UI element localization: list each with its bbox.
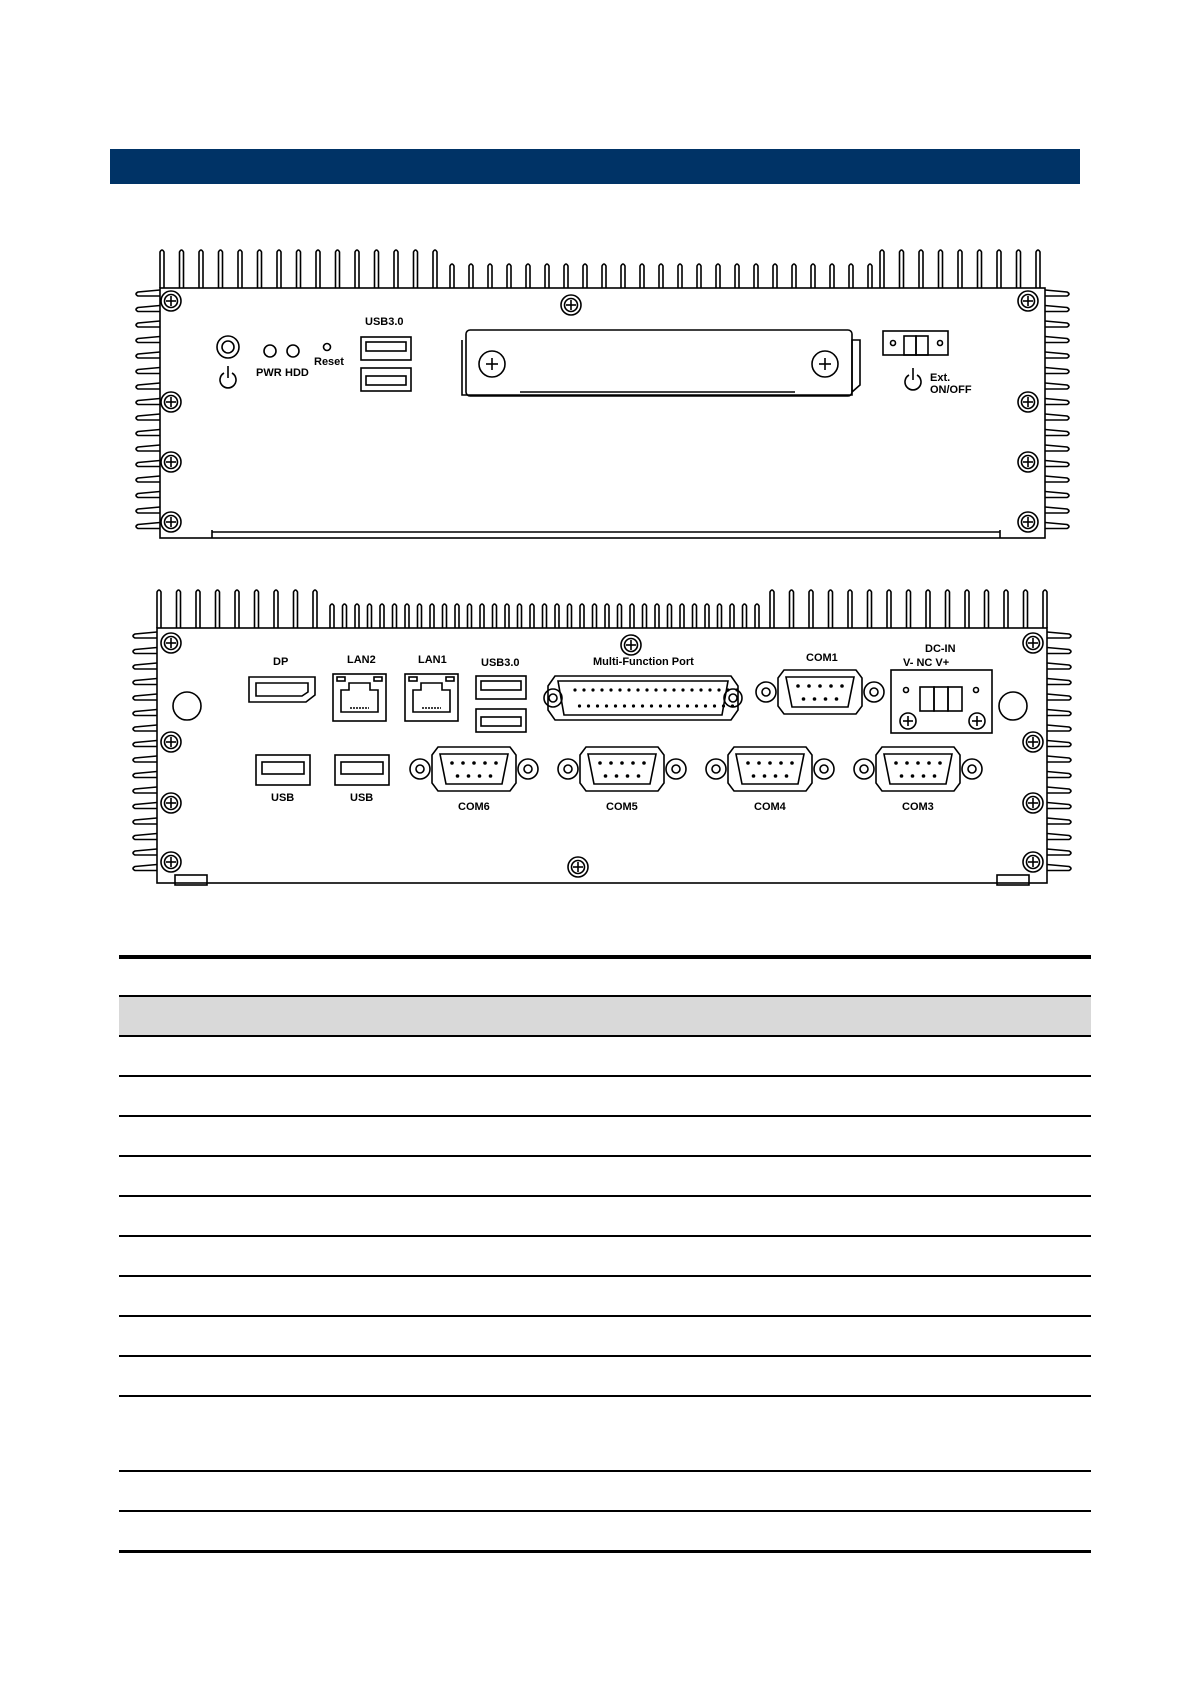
com1-port-icon — [756, 670, 884, 714]
ext-power-symbol-icon — [905, 368, 921, 390]
heatsink-fin — [1047, 725, 1071, 731]
power-symbol-icon — [220, 366, 236, 388]
front-usb30-port-bottom-icon — [361, 368, 411, 391]
heatsink-fin — [1045, 492, 1069, 498]
heatsink-fin — [743, 604, 747, 628]
heatsink-fin — [655, 604, 659, 628]
heatsink-fin — [580, 604, 584, 628]
heatsink-fin — [507, 264, 511, 288]
dcin-pins-label: V- NC V+ — [903, 657, 950, 669]
heatsink-fin — [355, 250, 359, 288]
dcin-label: DC-IN — [925, 643, 956, 655]
heatsink-fin — [133, 632, 157, 638]
heatsink-fin — [157, 590, 161, 628]
heatsink-fin — [1047, 849, 1071, 855]
heatsink-fin — [1045, 445, 1069, 451]
table-rule — [119, 1275, 1091, 1277]
heatsink-fin — [136, 352, 160, 358]
screw-icon — [561, 295, 581, 315]
heatsink-fin — [238, 250, 242, 288]
power-button-icon — [217, 336, 239, 358]
heatsink-fin — [1045, 461, 1069, 467]
com6-label: COM6 — [458, 801, 490, 813]
heatsink-fin — [443, 604, 447, 628]
heatsink-fin — [480, 604, 484, 628]
screw-icon — [1018, 452, 1038, 472]
heatsink-fin — [136, 321, 160, 327]
heatsink-fin — [809, 590, 813, 628]
heatsink-fin — [1047, 756, 1071, 762]
table-rule — [119, 1235, 1091, 1237]
com6-port-icon — [410, 747, 538, 791]
heatsink-fin — [678, 264, 682, 288]
heatsink-fin — [680, 604, 684, 628]
heatsink-fin — [394, 250, 398, 288]
heatsink-fin — [919, 250, 923, 288]
heatsink-fin — [468, 604, 472, 628]
com1-label: COM1 — [806, 652, 838, 664]
table-rule — [119, 1550, 1091, 1553]
heatsink-fin — [754, 264, 758, 288]
heatsink-fin — [418, 604, 422, 628]
heatsink-fin — [643, 604, 647, 628]
heatsink-fin — [1045, 476, 1069, 482]
screw-icon — [161, 392, 181, 412]
heatsink-fin — [1047, 787, 1071, 793]
heatsink-fin — [136, 445, 160, 451]
heatsink-fin — [1045, 306, 1069, 312]
rear-mount-hole-left-icon — [173, 692, 201, 720]
heatsink-fin — [493, 604, 497, 628]
heatsink-fin — [1047, 632, 1071, 638]
heatsink-fin — [907, 590, 911, 628]
heatsink-fin — [405, 604, 409, 628]
displayport-icon — [249, 677, 315, 702]
heatsink-fin — [755, 604, 759, 628]
heatsink-fin — [380, 604, 384, 628]
heatsink-fin — [294, 590, 298, 628]
pwr-label: PWR — [256, 367, 282, 379]
heatsink-fin — [133, 756, 157, 762]
com5-label: COM5 — [606, 801, 638, 813]
heatsink-fin — [133, 694, 157, 700]
heatsink-fin — [1024, 590, 1028, 628]
heatsink-fin — [668, 604, 672, 628]
com5-port-icon — [558, 747, 686, 791]
screw-icon — [161, 512, 181, 532]
heatsink-fin — [792, 264, 796, 288]
heatsink-fin — [880, 250, 884, 288]
heatsink-fin — [1045, 321, 1069, 327]
heatsink-fin — [965, 590, 969, 628]
table-rule — [119, 1395, 1091, 1397]
heatsink-fin — [1047, 694, 1071, 700]
heatsink-fin — [133, 725, 157, 731]
pwr-led-icon — [264, 345, 276, 357]
heatsink-fin — [526, 264, 530, 288]
heatsink-fin — [1047, 648, 1071, 654]
heatsink-fin — [136, 461, 160, 467]
heatsink-fin — [196, 590, 200, 628]
heatsink-fin — [1047, 865, 1071, 871]
heatsink-fin — [180, 250, 184, 288]
heatsink-fin — [343, 604, 347, 628]
heatsink-fin — [1045, 523, 1069, 529]
com3-label: COM3 — [902, 801, 934, 813]
heatsink-fin — [1047, 741, 1071, 747]
heatsink-fin — [255, 590, 259, 628]
heatsink-fin — [1045, 430, 1069, 436]
heatsink-fin — [978, 250, 982, 288]
heatsink-fin — [133, 710, 157, 716]
com3-port-icon — [854, 747, 982, 791]
heatsink-fin — [133, 772, 157, 778]
screw-icon — [1018, 512, 1038, 532]
table-rule — [119, 1155, 1091, 1157]
heatsink-fin — [618, 604, 622, 628]
heatsink-fin — [1047, 834, 1071, 840]
heatsink-fin — [718, 604, 722, 628]
heatsink-fin — [136, 476, 160, 482]
dp-label: DP — [273, 656, 289, 668]
heatsink-fin — [136, 290, 160, 296]
heatsink-fin — [1047, 803, 1071, 809]
heatsink-fin — [136, 337, 160, 343]
heatsink-fin — [1045, 290, 1069, 296]
screw-icon — [1018, 291, 1038, 311]
front-top-fins — [160, 250, 1040, 288]
heatsink-fin — [133, 834, 157, 840]
section-header-bar — [110, 149, 1080, 184]
rear-usb30-label: USB3.0 — [481, 657, 520, 669]
heatsink-fin — [393, 604, 397, 628]
usb-label-b: USB — [350, 792, 374, 804]
heatsink-fin — [1047, 710, 1071, 716]
heatsink-fin — [136, 383, 160, 389]
heatsink-fin — [811, 264, 815, 288]
table-rule — [119, 1075, 1091, 1077]
screw-icon — [161, 852, 181, 872]
heatsink-fin — [277, 250, 281, 288]
front-usb30-port-top-icon — [361, 337, 411, 360]
rear-panel-drawing — [0, 580, 1192, 890]
heatsink-fin — [1047, 818, 1071, 824]
heatsink-fin — [997, 250, 1001, 288]
hdd-led-icon — [287, 345, 299, 357]
front-panel-drawing — [0, 240, 1192, 560]
heatsink-fin — [1045, 507, 1069, 513]
heatsink-fin — [136, 523, 160, 529]
rear-usb30-port-bottom-icon — [476, 709, 526, 732]
heatsink-fin — [564, 264, 568, 288]
heatsink-fin — [946, 590, 950, 628]
reset-label: Reset — [314, 356, 344, 368]
bay-screw-left-icon — [479, 351, 505, 377]
heatsink-fin — [258, 250, 262, 288]
heatsink-fin — [450, 264, 454, 288]
heatsink-fin — [1047, 663, 1071, 669]
heatsink-fin — [568, 604, 572, 628]
screw-icon — [568, 857, 588, 877]
heatsink-fin — [297, 250, 301, 288]
heatsink-fin — [621, 264, 625, 288]
heatsink-fin — [488, 264, 492, 288]
heatsink-fin — [355, 604, 359, 628]
heatsink-fin — [136, 399, 160, 405]
heatsink-fin — [1047, 772, 1071, 778]
screw-icon — [1023, 852, 1043, 872]
front-side-fins — [136, 290, 1069, 529]
com4-label: COM4 — [754, 801, 786, 813]
heatsink-fin — [136, 430, 160, 436]
heatsink-fin — [414, 250, 418, 288]
multi-function-port-label: Multi-Function Port — [593, 656, 694, 668]
table-rule — [119, 1510, 1091, 1512]
front-usb30-label: USB3.0 — [365, 316, 404, 328]
ext-onoff-connector-icon — [883, 331, 948, 355]
heatsink-fin — [543, 604, 547, 628]
heatsink-fin — [136, 368, 160, 374]
screw-icon — [1023, 793, 1043, 813]
bay-screw-right-icon — [812, 351, 838, 377]
heatsink-fin — [1045, 368, 1069, 374]
heatsink-fin — [697, 264, 701, 288]
usb-label-a: USB — [271, 792, 295, 804]
heatsink-fin — [1043, 590, 1047, 628]
heatsink-fin — [469, 264, 473, 288]
heatsink-fin — [705, 604, 709, 628]
heatsink-fin — [730, 604, 734, 628]
usb-port-b-icon — [335, 755, 389, 785]
heatsink-fin — [1045, 414, 1069, 420]
table-rule — [119, 1195, 1091, 1197]
heatsink-fin — [1004, 590, 1008, 628]
heatsink-fin — [545, 264, 549, 288]
heatsink-fin — [133, 663, 157, 669]
heatsink-fin — [430, 604, 434, 628]
heatsink-fin — [136, 492, 160, 498]
heatsink-fin — [133, 787, 157, 793]
heatsink-fin — [133, 803, 157, 809]
heatsink-fin — [505, 604, 509, 628]
lan1-port-icon — [405, 674, 458, 721]
screw-icon — [1023, 732, 1043, 752]
heatsink-fin — [593, 604, 597, 628]
heatsink-fin — [160, 250, 164, 288]
screw-icon — [161, 793, 181, 813]
onoff-label: ON/OFF — [930, 384, 972, 396]
heatsink-fin — [640, 264, 644, 288]
heatsink-fin — [433, 250, 437, 288]
heatsink-fin — [958, 250, 962, 288]
heatsink-fin — [1036, 250, 1040, 288]
usb-port-a-icon — [256, 755, 310, 785]
screw-icon — [1023, 633, 1043, 653]
heatsink-fin — [887, 590, 891, 628]
table-rule — [119, 1355, 1091, 1357]
heatsink-fin — [455, 604, 459, 628]
table-rule — [119, 1035, 1091, 1037]
heatsink-fin — [133, 741, 157, 747]
ext-label: Ext. — [930, 372, 951, 384]
heatsink-fin — [1017, 250, 1021, 288]
heatsink-fin — [133, 865, 157, 871]
heatsink-fin — [602, 264, 606, 288]
screw-icon — [161, 633, 181, 653]
heatsink-fin — [133, 648, 157, 654]
heatsink-fin — [177, 590, 181, 628]
heatsink-fin — [926, 590, 930, 628]
heatsink-fin — [868, 264, 872, 288]
heatsink-fin — [985, 590, 989, 628]
heatsink-fin — [583, 264, 587, 288]
rear-usb30-port-top-icon — [476, 676, 526, 699]
table-rule — [119, 1470, 1091, 1472]
heatsink-fin — [1045, 352, 1069, 358]
heatsink-fin — [336, 250, 340, 288]
com4-port-icon — [706, 747, 834, 791]
heatsink-fin — [605, 604, 609, 628]
table-rule — [119, 955, 1091, 959]
screw-icon — [161, 291, 181, 311]
heatsink-fin — [829, 590, 833, 628]
heatsink-fin — [219, 250, 223, 288]
heatsink-fin — [199, 250, 203, 288]
screw-icon — [161, 452, 181, 472]
heatsink-fin — [133, 818, 157, 824]
reset-button-icon — [324, 344, 331, 351]
storage-bay-cover — [462, 330, 860, 396]
heatsink-fin — [770, 590, 774, 628]
table-rule — [119, 1115, 1091, 1117]
heatsink-fin — [1045, 383, 1069, 389]
front-screws — [161, 291, 1038, 532]
heatsink-fin — [848, 590, 852, 628]
table-rule — [119, 1315, 1091, 1317]
screw-icon — [621, 635, 641, 655]
heatsink-fin — [133, 849, 157, 855]
heatsink-fin — [316, 250, 320, 288]
heatsink-fin — [136, 306, 160, 312]
lan2-port-icon — [333, 674, 386, 721]
heatsink-fin — [330, 604, 334, 628]
table-rule — [119, 995, 1091, 997]
heatsink-fin — [375, 250, 379, 288]
heatsink-fin — [1045, 337, 1069, 343]
heatsink-fin — [849, 264, 853, 288]
hdd-label: HDD — [285, 367, 309, 379]
heatsink-fin — [868, 590, 872, 628]
heatsink-fin — [900, 250, 904, 288]
screw-icon — [1018, 392, 1038, 412]
heatsink-fin — [216, 590, 220, 628]
heatsink-fin — [939, 250, 943, 288]
heatsink-fin — [313, 590, 317, 628]
heatsink-fin — [136, 414, 160, 420]
heatsink-fin — [716, 264, 720, 288]
heatsink-fin — [659, 264, 663, 288]
rear-mount-hole-right-icon — [999, 692, 1027, 720]
heatsink-fin — [133, 679, 157, 685]
heatsink-fin — [630, 604, 634, 628]
heatsink-fin — [735, 264, 739, 288]
multi-function-port-icon — [544, 676, 742, 720]
heatsink-fin — [368, 604, 372, 628]
heatsink-fin — [530, 604, 534, 628]
heatsink-fin — [1045, 399, 1069, 405]
heatsink-fin — [555, 604, 559, 628]
heatsink-fin — [693, 604, 697, 628]
rear-top-fins — [157, 590, 1047, 628]
heatsink-fin — [136, 507, 160, 513]
lan2-label: LAN2 — [347, 654, 376, 666]
dc-in-terminal-icon — [891, 670, 992, 733]
heatsink-fin — [773, 264, 777, 288]
screw-icon — [161, 732, 181, 752]
front-chassis-body — [160, 288, 1045, 538]
heatsink-fin — [235, 590, 239, 628]
heatsink-fin — [1047, 679, 1071, 685]
lan1-label: LAN1 — [418, 654, 447, 666]
heatsink-fin — [830, 264, 834, 288]
heatsink-fin — [790, 590, 794, 628]
heatsink-fin — [274, 590, 278, 628]
table-header-row — [119, 997, 1091, 1035]
heatsink-fin — [518, 604, 522, 628]
